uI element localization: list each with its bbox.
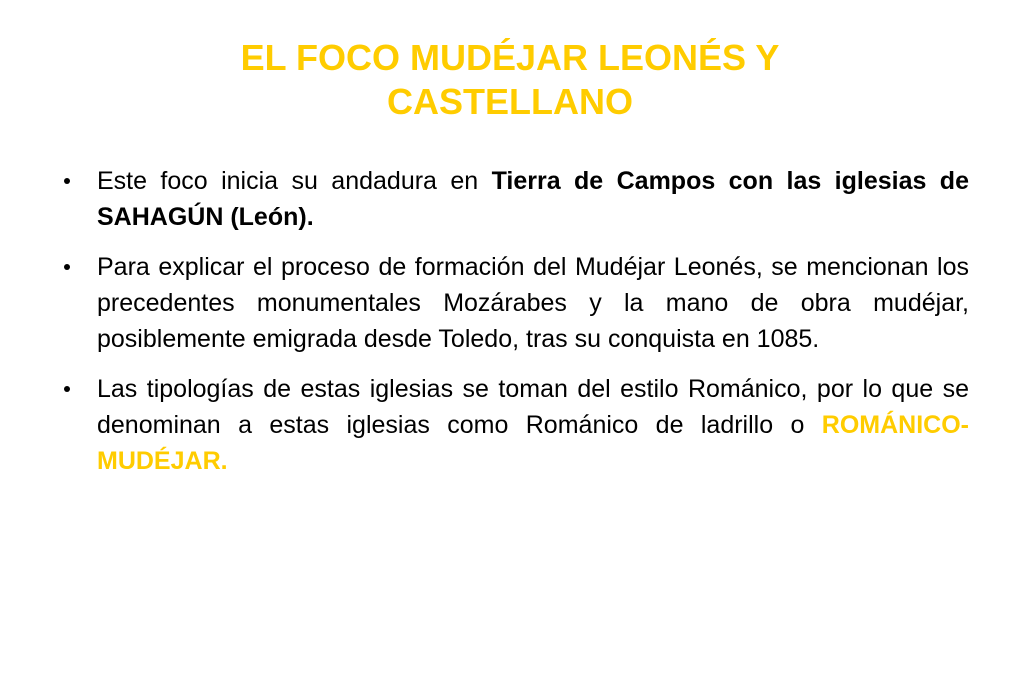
bullet-dot-icon: [64, 386, 70, 392]
bullet-highlight-text: ROMÁNICO-MUDÉJAR.: [97, 411, 969, 475]
slide-title: [150, 36, 870, 124]
bullet-item-formacion: [64, 249, 969, 357]
bullet-item-tierra-de-campos: [64, 163, 969, 235]
bullet-bold-text: Tierra de Campos con las iglesias de SAHAGÚN (León).: [97, 167, 969, 231]
title-line-2: CASTELLANO: [387, 81, 633, 122]
title-line-1: EL FOCO MUDÉJAR LEONÉS Y: [240, 37, 780, 78]
bullet-list: [64, 163, 969, 479]
bullet-text: Este foco inicia su andadura en: [97, 167, 492, 195]
bullet-dot-icon: [64, 178, 70, 184]
bullet-dot-icon: [64, 264, 70, 270]
bullet-item-tipologias: [64, 371, 969, 479]
bullet-text: Las tipologías de estas iglesias se toman del estilo Románico, por lo que se denominan a estas iglesias como Románico de ladrillo o: [97, 375, 969, 439]
bullet-text: Para explicar el proceso de formación del Mudéjar Leonés, se mencionan los precedentes monumentales Mozárabes y la mano de obra mudéjar, posiblemente emigrada desde Toledo, tras su conquista en 1085.: [97, 253, 969, 353]
